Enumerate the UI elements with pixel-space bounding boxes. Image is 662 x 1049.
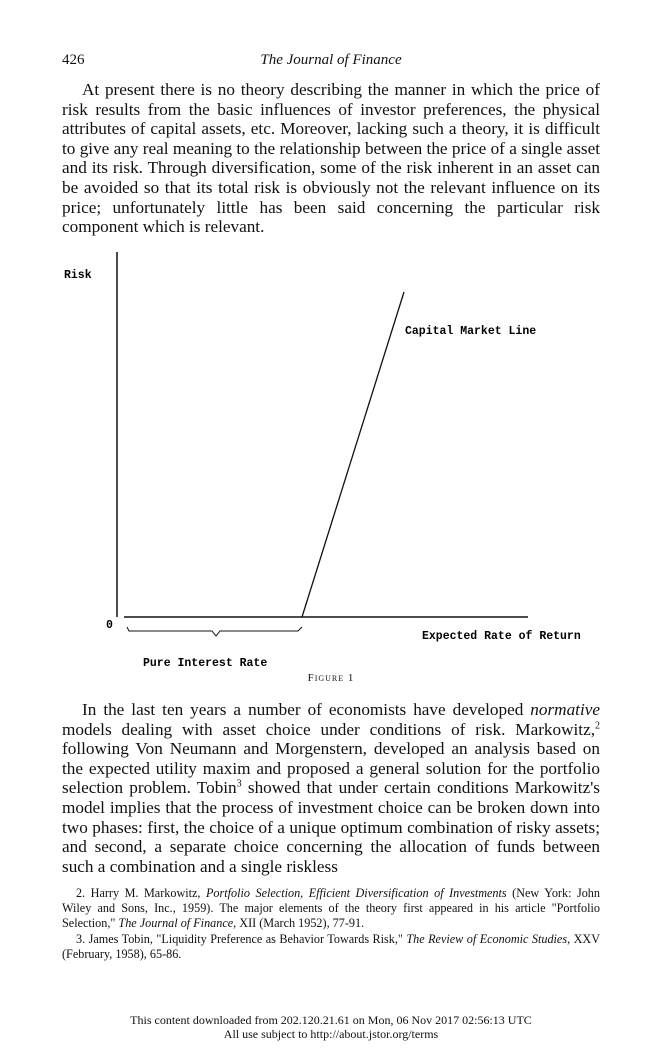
footnote-2 xyxy=(62,886,600,931)
fn2-text-e: , XII (March 1952), 77-91. xyxy=(233,916,365,930)
download-notice: This content downloaded from 202.120.21.61 on Mon, 06 Nov 2017 02:56:13 UTC xyxy=(130,1013,532,1027)
page-footer xyxy=(0,1013,662,1041)
p2-text-3: following Von Neumann and Morgenstern, developed an analysis based on the expected utility maxim and proposed a general solution for the portfolio selection problem. Tobin xyxy=(62,739,600,798)
footnote-ref-2: 2 xyxy=(595,719,600,731)
pure-interest-rate-label: Pure Interest Rate xyxy=(143,657,268,670)
page-number: 426 xyxy=(62,52,85,68)
fn3-journal-title: The Review of Economic Studies xyxy=(406,932,568,946)
figure-1 xyxy=(0,240,662,700)
footnote-ref-3: 3 xyxy=(236,778,242,790)
origin-label: 0 xyxy=(106,619,113,632)
footnote-3 xyxy=(62,932,600,962)
p2-text-2: models dealing with asset choice under conditions of risk. Markowitz, xyxy=(62,719,595,739)
terms-notice: All use subject to http://about.jstor.org/terms xyxy=(223,1027,439,1041)
footnotes xyxy=(62,886,600,963)
capital-market-line-label: Capital Market Line xyxy=(405,325,537,338)
fn2-journal-title: The Journal of Finance xyxy=(118,916,234,930)
figure-diagram xyxy=(0,240,662,700)
y-axis-label: Risk xyxy=(64,269,92,282)
journal-title: The Journal of Finance xyxy=(260,52,402,68)
figure-caption: Figure 1 xyxy=(307,672,355,684)
paragraph-1: At present there is no theory describing the manner in which the price of risk results from the basic influences of investor preferences, the physical attributes of capital assets, etc. Moreover, lacking such a theory, it is difficult to give any real meaning to the relationship between the price of a single asset and its risk. Through diversification, some of the risk inherent in an asset can be avoided so that its total risk is obviously not the relevant influence on its price; unfortunately little has been said concerning the particular risk component which is relevant. xyxy=(62,80,600,237)
p2-text-1: In the last ten years a number of economists have developed xyxy=(82,700,531,719)
fn3-text-a: 3. James Tobin, "Liquidity Preference as Behavior Towards Risk," xyxy=(76,932,407,946)
fn2-text-c: (New York: John Wiley and Sons, Inc., 1959). The major elements of the theory first appeared in his article "Portfolio Selection," xyxy=(62,886,600,930)
page-header xyxy=(62,52,600,72)
x-axis-label: Expected Rate of Return xyxy=(422,630,581,643)
fn2-book-title: Portfolio Selection, Efficient Diversification of Investments xyxy=(205,886,507,900)
pure-interest-brace xyxy=(127,627,302,636)
paragraph-2 xyxy=(62,700,600,876)
capital-market-line xyxy=(302,292,404,617)
fn2-text-a: 2. Harry M. Markowitz, xyxy=(76,886,206,900)
p2-text-4: showed that under certain conditions Markowitz's model implies that the process of investment choice can be broken down into two phases: first, the choice of a unique optimum combination of risky assets; and second, a separate choice concerning the allocation of funds between such a combination and a single riskless xyxy=(62,778,600,876)
p2-emphasis: normative xyxy=(530,700,600,719)
fn3-text-c: , XXV (February, 1958), 65-86. xyxy=(62,932,601,961)
